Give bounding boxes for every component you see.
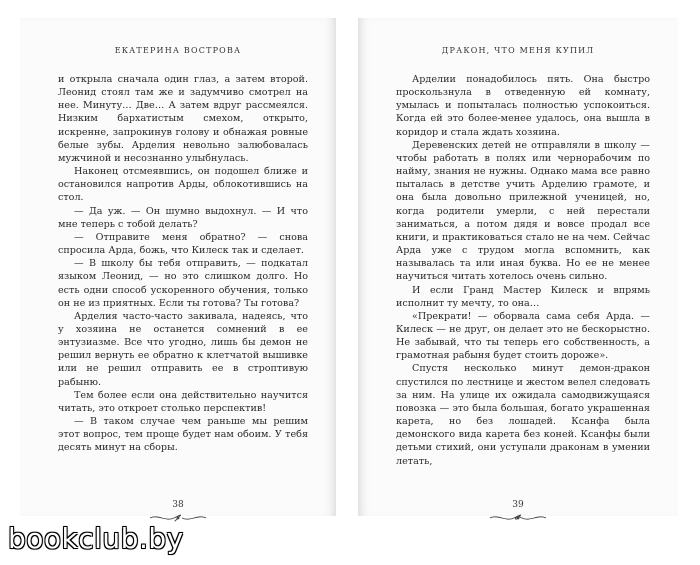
paragraph: Арделия часто-часто закивала, надеясь, что у хозяина не останется сомнений в ее энтузиазме. Все что угодно, лишь бы демон не решил вернуть ее обратно к клетчатой вышивке или не решил отправить ее в строптивую рабыню. (58, 310, 308, 388)
paragraph: — Да уж. — Он шумно выдохнул. — И что мне теперь с тобой делать? (58, 205, 308, 230)
paragraph: — В школу бы тебя отправить, — подкатал языком Леонид, — но это слишком долго. Но есть одни способ ускоренного обучения, только он не из приятных. Если ты готова? Ты готова? (58, 258, 308, 309)
paragraph: «Прекрати! — оборвала сама себя Арда. — Килеск — не друг, он делает это не бескорыстно. Не забывай, что ты теперь его собственность, а грамотная рабыня будет стоить дороже». (396, 310, 650, 362)
right-page (358, 18, 678, 516)
paragraph: — В таком случае чем раньше мы решим этот вопрос, тем проще будет нам обоим. У тебя десять минут на сборы. (58, 416, 308, 454)
right-page-text (396, 73, 650, 468)
page-number: 38 (172, 500, 184, 510)
site-watermark: bookclub.by (8, 522, 184, 555)
paragraph: и открыла сначала один глаз, а затем второй. Леонид стоял там же и задумчиво смотрел на нее. Минуту… Две… А затем вдруг рассмеялся. Низким бархатистым смехом, открыто, искренне, запрокинув голову и обнажая ровные белые зубы. Арделия невольно залюбовалась мужчиной и несознанно улыбнулась. (58, 74, 308, 164)
paragraph: Тем более если она действительно научится читать, это откроет столько перспектив! (58, 389, 308, 414)
paragraph: Деревенских детей не отправляли в школу — чтобы работать в полях или чернорабочим по найму, знания не нужны. Однако мама все равно пыталась в детстве учить Арделию грамоте, и она была довольно прилежной ученицей, но, когда родители умерли, с ней перестали заниматься, а потом дядя и вовсе продал все книги, и практиковаться стало не на чем. Сейчас Арда уже с трудом могла вспомнить, как называлась та или иная буква. Но ее не менее научиться читать хотелось очень сильно. (396, 139, 650, 283)
paragraph: — Отправите меня обратно? — снова спросила Арда, божь, что Килеск так и сделает. (58, 231, 308, 257)
running-head-author: ЕКАТЕРИНА ВОСТРОВА (114, 46, 242, 55)
left-page-text (58, 73, 308, 455)
running-head-title: ДРАКОН, ЧТО МЕНЯ КУПИЛ (441, 46, 595, 55)
paragraph: И если Гранд Мастер Килеск и впрямь исполнит ту мечту, то она… (396, 284, 650, 309)
left-page (20, 18, 336, 516)
paragraph: Арделии понадобилось пять. Она быстро проскользнула в отведенную ей комнату, умылась и попыталась полностью успокоиться. Когда ей это более-менее удалось, она вышла в коридор и стала ждать хозяина. (396, 74, 650, 138)
page-number: 39 (512, 500, 524, 510)
paragraph: Спустя несколько минут демон-дракон спустился по лестнице и жестом велел следовать за ним. На улице их ожидала самодвижущаяся повозка — это была большая, богато украшенная карета, но без лошадей. Ксанфа была демонского вида карета без коней. Ксанфы были детьми стихий, они уступали драконам в умении летать, (396, 363, 650, 467)
paragraph: Наконец отсмеявшись, он подошел ближе и остановился напротив Арды, облокотившись на стол. (58, 166, 308, 204)
flourish-ornament-icon (488, 513, 548, 523)
